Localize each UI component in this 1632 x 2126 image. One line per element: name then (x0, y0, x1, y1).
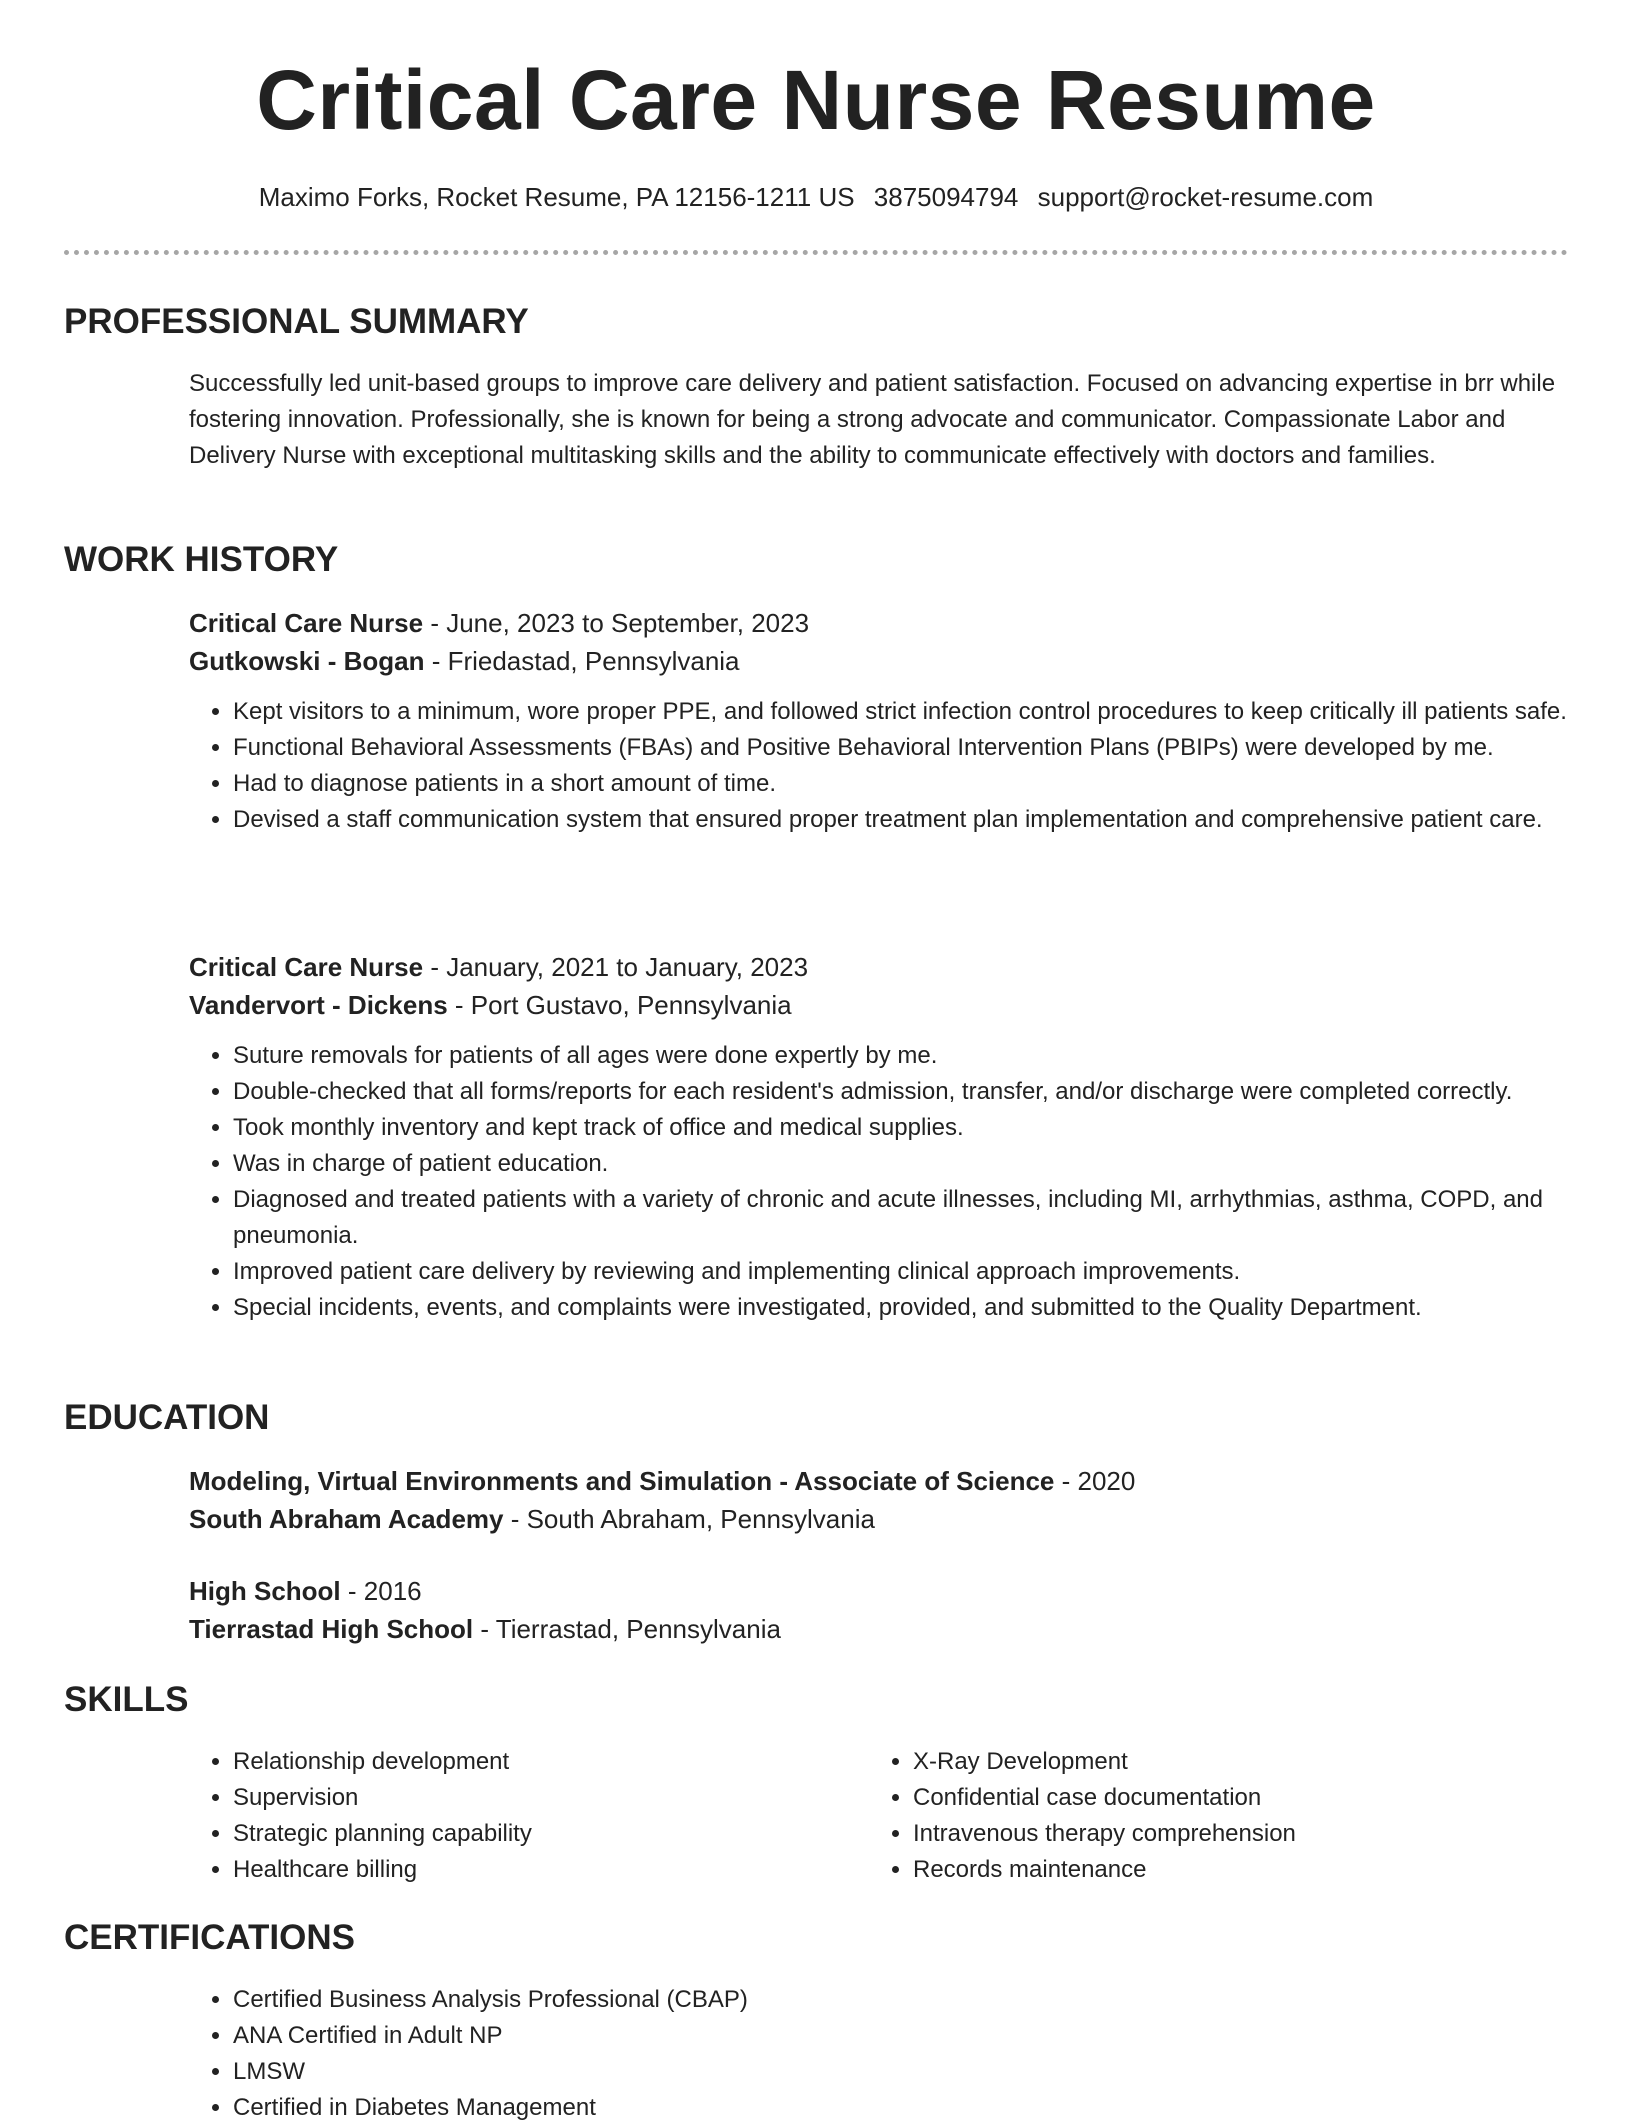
job-employer-line (189, 642, 1569, 680)
job-dates: - June, 2023 to September, 2023 (423, 608, 810, 638)
skills-list (189, 1744, 789, 1888)
education-entry (189, 1572, 1569, 1648)
job-duties-list (189, 1038, 1569, 1326)
list-item: • Supervision (233, 1780, 789, 1816)
job-location: - Friedastad, Pennsylvania (424, 646, 740, 676)
list-item: • Functional Behavioral Assessments (FBAs) and Positive Behavioral Intervention Plans (PBIPs) were developed by me. (233, 730, 1569, 766)
education-degree-line (189, 1572, 1569, 1610)
education-entry (189, 1462, 1569, 1538)
list-item: • Diagnosed and treated patients with a variety of chronic and acute illnesses, including MI, arrhythmias, asthma, COPD, and pneumonia. (233, 1182, 1569, 1254)
section-title-work-history: WORK HISTORY (64, 540, 339, 579)
list-item: • Improved patient care delivery by reviewing and implementing clinical approach improvements. (233, 1254, 1569, 1290)
contact-address: Maximo Forks, Rocket Resume, PA 12156-1211 US (258, 182, 855, 212)
list-item: • Intravenous therapy comprehension (913, 1816, 1469, 1852)
education-school-line (189, 1500, 1569, 1538)
section-title-summary: PROFESSIONAL SUMMARY (64, 302, 529, 341)
contact-email: support@rocket-resume.com (1037, 182, 1374, 212)
list-item: • Relationship development (233, 1744, 789, 1780)
education-degree: Modeling, Virtual Environments and Simulation - Associate of Science (189, 1466, 1055, 1496)
education-year: - 2020 (1054, 1466, 1136, 1496)
education-location: - Tierrastad, Pennsylvania (473, 1614, 781, 1644)
list-item: • Suture removals for patients of all ages were done expertly by me. (233, 1038, 1569, 1074)
section-title-skills: SKILLS (64, 1680, 189, 1719)
job-employer: Gutkowski - Bogan (189, 646, 425, 676)
list-item: • LMSW (233, 2054, 1569, 2090)
list-item: • Devised a staff communication system that ensured proper treatment plan implementation and comprehensive patient care. (233, 802, 1569, 838)
job-title: Critical Care Nurse (189, 608, 424, 638)
section-title-education: EDUCATION (64, 1398, 270, 1437)
list-item: • X-Ray Development (913, 1744, 1469, 1780)
education-degree-line (189, 1462, 1569, 1500)
job-employer: Vandervort - Dickens (189, 990, 448, 1020)
education-school: Tierrastad High School (189, 1614, 474, 1644)
job-entry (189, 948, 1569, 1326)
list-item: • ANA Certified in Adult NP (233, 2018, 1569, 2054)
contact-phone: 3875094794 (873, 182, 1019, 212)
education-school-line (189, 1610, 1569, 1648)
job-title: Critical Care Nurse (189, 952, 424, 982)
list-item: • Certified Business Analysis Professional (CBAP) (233, 1982, 1569, 2018)
job-employer-line (189, 986, 1569, 1024)
job-title-line (189, 604, 1569, 642)
education-degree: High School (189, 1576, 341, 1606)
education-year: - 2016 (340, 1576, 422, 1606)
skills-list (869, 1744, 1469, 1888)
job-location: - Port Gustavo, Pennsylvania (447, 990, 792, 1020)
list-item: • Confidential case documentation (913, 1780, 1469, 1816)
skills-column-right (869, 1744, 1469, 1888)
header-divider (64, 250, 1568, 255)
education-location: - South Abraham, Pennsylvania (503, 1504, 875, 1534)
section-title-certifications: CERTIFICATIONS (64, 1918, 356, 1957)
list-item: • Healthcare billing (233, 1852, 789, 1888)
job-title-line (189, 948, 1569, 986)
list-item: • Took monthly inventory and kept track of office and medical supplies. (233, 1110, 1569, 1146)
contact-line (0, 181, 1632, 215)
certifications-list (189, 1982, 1569, 2126)
list-item: • Records maintenance (913, 1852, 1469, 1888)
job-entry (189, 604, 1569, 838)
skills-column-left (189, 1744, 789, 1888)
list-item: • Strategic planning capability (233, 1816, 789, 1852)
list-item: • Certified in Diabetes Management (233, 2090, 1569, 2126)
list-item: • Double-checked that all forms/reports for each resident's admission, transfer, and/or discharge were completed correctly. (233, 1074, 1569, 1110)
list-item: • Kept visitors to a minimum, wore proper PPE, and followed strict infection control procedures to keep critically ill patients safe. (233, 694, 1569, 730)
certifications-block (189, 1982, 1569, 2126)
list-item: • Was in charge of patient education. (233, 1146, 1569, 1182)
list-item: • Had to diagnose patients in a short amount of time. (233, 766, 1569, 802)
job-dates: - January, 2021 to January, 2023 (423, 952, 809, 982)
education-school: South Abraham Academy (189, 1504, 504, 1534)
list-item: • Special incidents, events, and complaints were investigated, provided, and submitted to the Quality Department. (233, 1290, 1569, 1326)
job-duties-list (189, 694, 1569, 838)
summary-text: Successfully led unit-based groups to improve care delivery and patient satisfaction. Focused on advancing expertise in brr while fostering innovation. Professionally, she is known for being a strong advocate and communicator. Compassionate Labor and Delivery Nurse with exceptional multitasking skills and the ability to communicate effectively with doctors and families. (189, 370, 1556, 469)
resume-title: Critical Care Nurse Resume (256, 53, 1376, 147)
